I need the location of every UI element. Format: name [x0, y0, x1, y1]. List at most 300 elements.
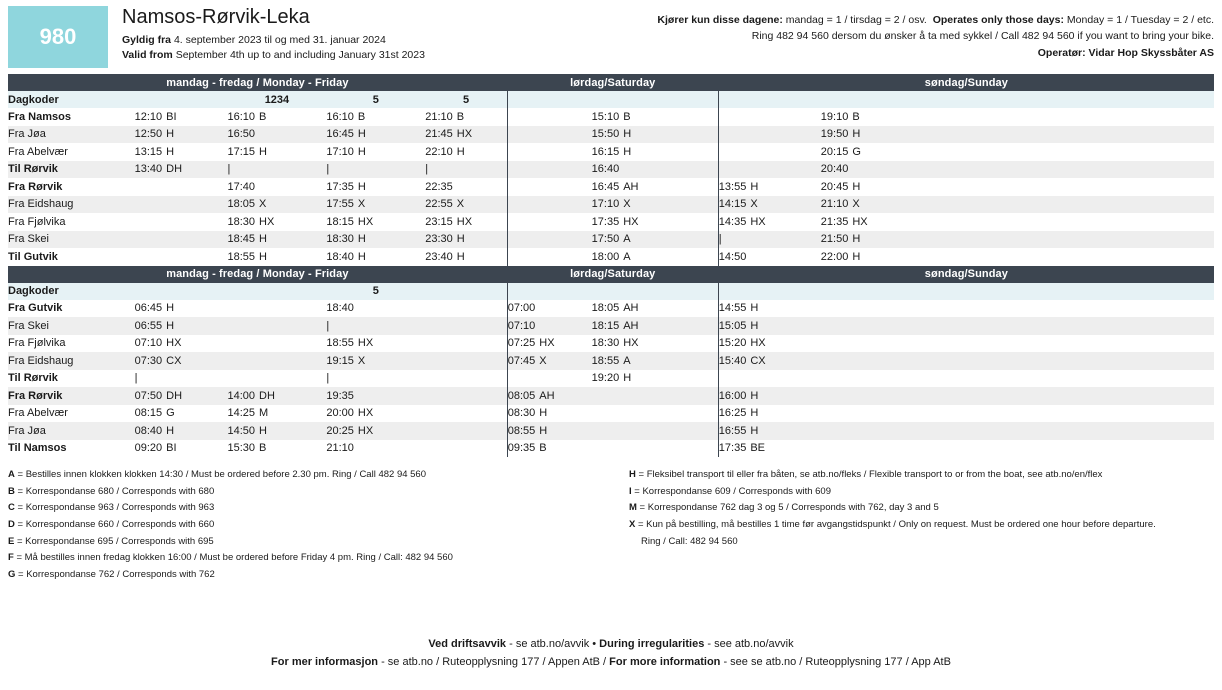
row-spacer: [990, 161, 1214, 179]
departure-cell: [135, 405, 228, 423]
departure-cell: [135, 370, 228, 388]
band-saturday-outbound: lørdag/Saturday: [507, 74, 718, 91]
departure-code: A: [623, 250, 631, 263]
departure-code: HX: [357, 424, 374, 437]
departure-cell: [592, 335, 719, 353]
departure-cell: [821, 248, 990, 266]
legend-text: = Fleksibel transport til eller fra båten, se atb.no/fleks / Flexible transport to or from the boat, see atb.no/en/flex: [635, 469, 1103, 480]
departure-cell: [227, 440, 326, 458]
departure-cell: [718, 317, 821, 335]
departure-cell: [135, 248, 228, 266]
footer-more-info: [0, 653, 1222, 672]
departure-cell: [821, 161, 990, 179]
departure-time: 22:55: [425, 198, 453, 211]
row-spacer: [990, 317, 1214, 335]
departure-code: H: [357, 180, 366, 193]
departure-code: DH: [166, 163, 183, 176]
band-row-inbound: [8, 266, 1214, 283]
departure-time: 13:55: [718, 180, 747, 193]
departure-cell: [326, 335, 425, 353]
table-row: [8, 126, 1214, 144]
row-spacer: [990, 143, 1214, 161]
departure-cell: [227, 335, 326, 353]
departure-cell: [326, 213, 425, 231]
departure-time: 06:55: [134, 319, 163, 332]
departure-cell: [326, 370, 425, 388]
departure-cell: [821, 231, 990, 249]
title-block: [108, 6, 654, 63]
footer-irregularities: [0, 635, 1222, 654]
departure-code: BI: [166, 442, 177, 455]
departure-cell: [326, 108, 425, 126]
validity-no-text: 4. september 2023 til og med 31. januar 2024: [173, 34, 386, 46]
legend-text: = Korrespondanse 963 / Corresponds with 963: [14, 502, 215, 514]
departure-cell: [425, 108, 507, 126]
departure-cell: [718, 352, 821, 370]
legend: [0, 457, 1222, 583]
stop-name: Til Rørvik: [8, 161, 135, 179]
departure-time: 16:50: [227, 128, 256, 141]
departure-cell: [227, 178, 326, 196]
departure-time: 20:45: [820, 180, 849, 193]
departure-time: 21:10: [425, 110, 453, 123]
daycode-cell: [507, 283, 591, 300]
departure-time: 06:45: [134, 302, 163, 315]
departure-cell: [718, 126, 821, 144]
departure-time: 14:50: [227, 424, 256, 437]
departure-time: 16:00: [718, 389, 747, 402]
departure-cell: [425, 352, 507, 370]
timetable-outbound: [8, 74, 1214, 266]
departure-time: 07:50: [134, 389, 163, 402]
departure-cell: [507, 387, 591, 405]
departure-code: AH: [623, 319, 639, 332]
departure-code: AH: [623, 302, 639, 315]
departure-code: H: [750, 319, 759, 332]
band-sunday-outbound: søndag/Sunday: [718, 74, 1214, 91]
departure-code: H: [750, 180, 759, 193]
departure-code: H: [852, 250, 861, 263]
departure-time: |: [326, 163, 330, 176]
legend-key: G: [8, 568, 16, 580]
operator-text: Operatør: Vidar Hop Skyssbåter AS: [1037, 46, 1214, 59]
departure-cell: [134, 161, 231, 179]
legend-item: [8, 467, 611, 484]
row-spacer: [990, 440, 1214, 458]
page-title: Namsos-Rørvik-Leka: [122, 6, 310, 28]
departure-code: BE: [750, 442, 766, 455]
row-spacer: [990, 178, 1214, 196]
departure-cell: [135, 178, 228, 196]
legend-left-column: [8, 467, 611, 583]
departure-time: 16:10: [326, 110, 354, 123]
legend-text: = Korrespondanse 609 / Corresponds with 609: [631, 485, 832, 497]
departure-time: |: [718, 233, 722, 246]
row-spacer: [990, 387, 1214, 405]
departure-cell: [718, 300, 821, 318]
departure-code: H: [852, 180, 861, 193]
departure-cell: [135, 213, 228, 231]
timetable-inbound-body: [8, 266, 1214, 458]
departure-cell: [507, 317, 591, 335]
daycodes-row-inbound: [8, 283, 1214, 300]
departure-time: 17:15: [227, 145, 256, 158]
daycode-cell: [821, 91, 990, 108]
departure-cell: [718, 248, 821, 266]
departure-code: AH: [623, 180, 639, 193]
departure-time: 19:20: [591, 372, 620, 385]
departure-cell: [326, 317, 425, 335]
departure-time: 14:35: [718, 215, 747, 228]
departure-time: 09:35: [507, 442, 536, 455]
operating-days-label-no: Kjører kun disse dagene:: [657, 14, 783, 26]
departure-cell: [507, 231, 591, 249]
departure-time: 18:15: [326, 215, 354, 228]
departure-cell: [592, 231, 719, 249]
departure-cell: [227, 231, 326, 249]
departure-time: 16:10: [227, 110, 256, 123]
departure-code: H: [166, 128, 175, 141]
table-row: [8, 352, 1214, 370]
departure-cell: [135, 108, 228, 126]
departure-time: 12:10: [134, 110, 163, 123]
departure-time: 09:20: [134, 442, 163, 455]
departure-time: 22:00: [820, 250, 849, 263]
departure-cell: [821, 213, 990, 231]
row-spacer: [990, 370, 1214, 388]
departure-cell: [227, 126, 326, 144]
departure-cell: [135, 387, 228, 405]
departure-cell: [135, 196, 228, 214]
departure-time: 08:05: [507, 389, 536, 402]
departure-cell: [718, 196, 821, 214]
departure-cell: [507, 370, 591, 388]
daycode-cell: [592, 91, 719, 108]
departure-code: G: [852, 145, 861, 158]
departure-code: AH: [539, 389, 555, 402]
departure-code: HX: [852, 215, 868, 228]
departure-time: 16:40: [591, 163, 620, 176]
legend-item: [8, 484, 611, 501]
table-row: [8, 387, 1214, 405]
departure-time: 19:15: [326, 354, 354, 367]
departure-code: H: [357, 250, 366, 263]
legend-key: D: [8, 518, 15, 530]
daycodes-label-inbound: Dagkoder: [8, 283, 135, 300]
departure-cell: [326, 352, 425, 370]
departure-cell: [507, 196, 591, 214]
table-row: [8, 161, 1214, 179]
legend-text: = Korrespondanse 680 / Corresponds with 680: [14, 485, 215, 497]
departure-code: H: [166, 319, 175, 332]
stop-name: Fra Eidshaug: [8, 352, 135, 370]
stop-name: Fra Eidshaug: [8, 196, 135, 214]
daycodes-row-outbound: [8, 91, 1214, 108]
departure-cell: [326, 300, 425, 318]
operating-days-text-no: mandag = 1 / tirsdag = 2 / osv.: [782, 14, 927, 26]
departure-code: B: [539, 442, 547, 455]
departure-time: 16:55: [718, 424, 747, 437]
stop-name: Til Gutvik: [8, 248, 135, 266]
legend-item: [8, 500, 611, 517]
departure-cell: [425, 440, 507, 458]
departure-code: X: [750, 198, 758, 211]
departure-cell: [821, 352, 990, 370]
timetable-southbound-wrap: [0, 74, 1222, 266]
departure-time: 07:30: [134, 354, 163, 367]
row-spacer: [990, 335, 1214, 353]
departure-code: CX: [750, 354, 766, 367]
stop-name: Fra Namsos: [8, 108, 135, 126]
table-row: [8, 440, 1214, 458]
departure-time: 18:40: [326, 302, 354, 315]
departure-cell: [507, 405, 591, 423]
departure-cell: [718, 143, 821, 161]
timetable-northbound-wrap: [0, 266, 1222, 458]
departure-code: H: [259, 250, 267, 263]
departure-code: X: [357, 198, 366, 211]
band-sunday-inbound: søndag/Sunday: [718, 266, 1214, 283]
departure-cell: [592, 352, 719, 370]
departure-cell: [425, 213, 507, 231]
departure-cell: [821, 196, 990, 214]
legend-item: [629, 500, 1214, 517]
departure-code: HX: [539, 337, 555, 350]
departure-cell: [718, 213, 821, 231]
departure-time: 18:55: [326, 337, 354, 350]
daycode-cell: [425, 283, 507, 300]
departure-cell: [425, 178, 507, 196]
departure-cell: [592, 317, 719, 335]
departure-cell: [507, 213, 591, 231]
departure-code: H: [539, 407, 548, 420]
departure-time: 15:30: [227, 442, 256, 455]
departure-cell: [326, 387, 425, 405]
departure-cell: [507, 422, 591, 440]
daycode-cell: [135, 91, 228, 108]
stop-name: Fra Skei: [8, 317, 135, 335]
validity-en-label: Valid from: [122, 49, 173, 62]
departure-time: 15:40: [718, 354, 747, 367]
departure-code: HX: [357, 407, 374, 420]
departure-cell: [135, 126, 228, 144]
legend-text: = Korrespondanse 762 dag 3 og 5 / Corresponds with 762, day 3 and 5: [636, 502, 939, 514]
footer-line2-end: - see se atb.no / Ruteopplysning 177 / App AtB: [720, 656, 951, 669]
departure-time: 14:00: [227, 389, 256, 402]
departure-cell: [227, 317, 326, 335]
departure-time: 15:20: [718, 337, 747, 350]
departure-code: H: [166, 145, 175, 158]
departure-time: 17:55: [326, 198, 354, 211]
daycode-cell: [227, 283, 326, 300]
departure-cell: [718, 161, 821, 179]
departure-cell: [227, 248, 326, 266]
departure-time: 15:05: [718, 319, 747, 332]
departure-cell: [135, 300, 228, 318]
legend-right-column: [611, 467, 1214, 583]
departure-time: 18:45: [227, 233, 256, 246]
departure-cell: [821, 300, 990, 318]
legend-item: [8, 567, 611, 584]
departure-code: HX: [357, 337, 374, 350]
departure-time: 17:40: [227, 180, 256, 193]
page-header: [0, 0, 1222, 68]
stop-name: Fra Skei: [8, 231, 135, 249]
departure-code: HX: [623, 337, 639, 350]
daycode-cell: 5: [326, 283, 425, 300]
departure-time: 13:15: [134, 145, 163, 158]
departure-cell: [326, 440, 425, 458]
table-row: [8, 143, 1214, 161]
departure-time: 20:15: [820, 145, 849, 158]
departure-cell: [227, 387, 326, 405]
legend-item: [629, 484, 1214, 501]
footer-line2-mid: - se atb.no / Ruteopplysning 177 / Appen AtB /: [378, 656, 610, 669]
stop-name: Fra Rørvik: [8, 178, 135, 196]
departure-cell: [507, 352, 591, 370]
departure-code: B: [259, 442, 267, 455]
footer-line1-mid: - se atb.no/avvik •: [506, 637, 600, 650]
departure-cell: [507, 300, 591, 318]
departure-code: H: [852, 233, 861, 246]
departure-cell: [718, 405, 821, 423]
departure-code: HX: [750, 337, 766, 350]
daycode-cell: [507, 91, 591, 108]
operating-days-text-en: Monday = 1 / Tuesday = 2 / etc.: [1063, 14, 1214, 26]
page-footer: [0, 635, 1222, 672]
row-spacer: [990, 108, 1214, 126]
footer-line2-bold-no: For mer informasjon: [271, 656, 379, 669]
operating-days-note: [654, 12, 1214, 28]
departure-cell: [135, 335, 228, 353]
departure-code: B: [357, 110, 366, 123]
departure-time: 21:10: [326, 442, 354, 455]
departure-cell: [227, 143, 326, 161]
departure-cell: [227, 370, 326, 388]
departure-cell: [135, 143, 228, 161]
departure-code: A: [623, 354, 631, 367]
table-row: [8, 335, 1214, 353]
footer-line1-bold-no: Ved driftsavvik: [428, 637, 507, 650]
table-row: [8, 196, 1214, 214]
row-spacer: [990, 300, 1214, 318]
validity-norwegian: [122, 33, 654, 48]
departure-code: H: [456, 250, 465, 263]
departure-cell: [135, 231, 228, 249]
departure-time: 18:55: [227, 250, 256, 263]
departure-time: 22:10: [425, 145, 453, 158]
departure-cell: [507, 161, 591, 179]
departure-cell: [507, 248, 591, 266]
table-row: [8, 213, 1214, 231]
band-saturday-inbound: lørdag/Saturday: [507, 266, 718, 283]
departure-code: X: [623, 198, 631, 211]
stop-name: Fra Fjølvika: [8, 213, 135, 231]
departure-time: 14:50: [718, 250, 747, 263]
departure-code: X: [456, 198, 465, 211]
table-row: [8, 370, 1214, 388]
departure-time: 19:35: [326, 389, 354, 402]
departure-cell: [507, 143, 591, 161]
departure-time: 08:55: [507, 424, 536, 437]
departure-time: 12:50: [134, 128, 163, 141]
departure-time: 23:40: [425, 250, 453, 263]
daycode-cell-spacer: [990, 283, 1214, 300]
departure-time: 17:35: [718, 442, 747, 455]
legend-text: = Bestilles innen klokken klokken 14:30 / Must be ordered before 2.30 pm. Ring / Call 482 94 560: [14, 469, 426, 480]
departure-cell: [821, 178, 990, 196]
departure-cell: [821, 405, 990, 423]
stop-name: Fra Abelvær: [8, 143, 135, 161]
departure-time: 20:25: [326, 424, 354, 437]
departure-cell: [821, 440, 990, 458]
departure-cell: [227, 405, 326, 423]
daycode-cell: [718, 283, 821, 300]
departure-code: HX: [259, 215, 275, 228]
departure-cell: [592, 178, 719, 196]
departure-time: 16:45: [591, 180, 620, 193]
departure-code: B: [259, 110, 267, 123]
departure-cell: [135, 440, 228, 458]
departure-code: A: [623, 233, 631, 246]
departure-time: 21:45: [425, 128, 453, 141]
row-spacer: [990, 231, 1214, 249]
departure-cell: [425, 126, 507, 144]
table-row: [8, 231, 1214, 249]
departure-cell: [718, 231, 821, 249]
legend-key: C: [8, 502, 15, 514]
legend-text: = Korrespondanse 695 / Corresponds with 695: [14, 535, 214, 547]
departure-time: 18:05: [227, 198, 256, 211]
departure-time: 14:25: [227, 407, 256, 420]
legend-key: H: [629, 469, 636, 480]
legend-text: = Kun på bestilling, må bestilles 1 time før avgangstidspunkt / Only on request. Must be ordered one hour before departure.: [635, 518, 1156, 530]
departure-code: H: [750, 302, 759, 315]
departure-cell: [326, 161, 425, 179]
band-row-outbound: [8, 74, 1214, 91]
departure-cell: [227, 213, 326, 231]
departure-cell: [718, 335, 821, 353]
departure-code: BI: [166, 110, 177, 123]
departure-time: |: [134, 372, 138, 385]
daycode-cell-spacer: [990, 91, 1214, 108]
departure-cell: [227, 196, 326, 214]
departure-time: 17:35: [591, 215, 620, 228]
departure-time: |: [326, 319, 330, 332]
departure-time: 21:50: [820, 233, 849, 246]
departure-cell: [507, 126, 591, 144]
departure-cell: [326, 143, 425, 161]
table-row: [8, 422, 1214, 440]
departure-cell: [326, 178, 425, 196]
departure-time: 15:10: [591, 110, 620, 123]
legend-subtext: Ring / Call: 482 94 560: [641, 535, 738, 547]
departure-code: HX: [166, 337, 182, 350]
departure-time: |: [425, 163, 429, 176]
table-row: [8, 248, 1214, 266]
departure-cell: [592, 387, 719, 405]
departure-cell: [326, 126, 425, 144]
departure-code: DH: [259, 389, 275, 402]
departure-cell: [592, 248, 719, 266]
departure-time: 19:50: [820, 128, 849, 141]
departure-cell: [326, 422, 425, 440]
departure-cell: [718, 387, 821, 405]
footer-line2-bold-en: For more information: [609, 656, 721, 669]
departure-cell: [326, 405, 425, 423]
daycode-cell: [135, 283, 228, 300]
departure-code: H: [357, 128, 366, 141]
